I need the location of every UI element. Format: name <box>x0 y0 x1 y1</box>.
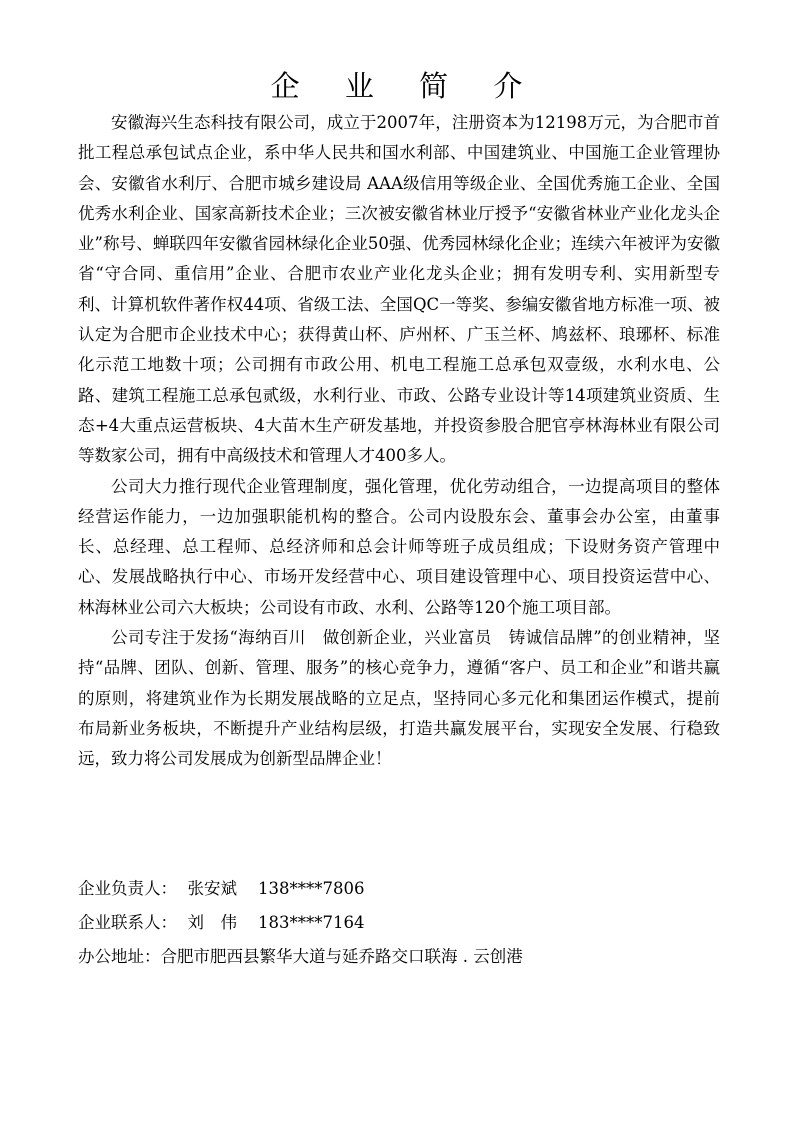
contact-liaison-line <box>78 906 720 940</box>
contact-person-name: 张安斌 <box>187 879 237 898</box>
contact-address-line <box>78 940 720 974</box>
contact-address-value: 合肥市肥西县繁华大道与延乔路交口联海 . 云创港 <box>160 947 523 966</box>
contact-person-label: 企业负责人： <box>78 879 177 898</box>
intro-body <box>78 108 720 775</box>
contact-liaison-phone: 183****7164 <box>257 913 365 932</box>
contact-liaison-label: 企业联系人： <box>78 913 177 932</box>
paragraph-company-overview: 安徽海兴生态科技有限公司，成立于2007年，注册资本为12198万元，为合肥市首批工程总承包试点企业，系中华人民共和国水利部、中国建筑业、中国施工企业管理协会、安徽省水利厅、合肥市城乡建设局 AAA级信用等级企业、全国优秀施工企业、全国优秀水利企业、国家高新技术企业；三次被安徽省林业厅授予“安徽省林业产业化龙头企业”称号、蝉联四年安徽省园林绿化企业50强、优秀园林绿化企业；连续六年被评为安徽省“守合同、重信用”企业、合肥市农业产业化龙头企业；拥有发明专利、实用新型专利、计算机软件著作权44项、省级工法、全国QC一等奖、参编安徽省地方标准一项、被认定为合肥市企业技术中心；获得黄山杯、庐州杯、广玉兰杯、鸠兹杯、琅琊杯、标准化示范工地数十项；公司拥有市政公用、机电工程施工总承包双壹级，水利水电、公路、建筑工程施工总承包贰级，水利行业、市政、公路专业设计等14项建筑业资质、生态+4大重点运营板块、4大苗木生产研发基地，并投资参股合肥官亭林海林业有限公司等数家公司，拥有中高级技术和管理人才400多人。 <box>78 113 720 466</box>
contact-person-line <box>78 872 720 906</box>
paragraph-management: 公司大力推行现代企业管理制度，强化管理，优化劳动组合，一边提高项目的整体经营运作能力，一边加强职能机构的整合。公司内设股东会、董事会办公室，由董事长、总经理、总工程师、总经济师和总会计师等班子成员组成；下设财务资产管理中心、发展战略执行中心、市场开发经营中心、项目建设管理中心、项目投资运营中心、林海林业公司六大板块；公司设有市政、水利、公路等120个施工项目部。 <box>78 476 720 617</box>
contact-person-phone: 138****7806 <box>257 879 365 898</box>
paragraph-philosophy: 公司专注于发扬“海纳百川 做创新企业，兴业富员 铸诚信品牌”的创业精神，坚持“品牌、团队、创新、管理、服务”的核心竞争力，遵循“客户、员工和企业”和谐共赢的原则，将建筑业作为长期发展战略的立足点，坚持同心多元化和集团运作模式，提前布局新业务板块，不断提升产业结构层级，打造共赢发展平台，实现安全发展、行稳致远，致力将公司发展成为创新型品牌企业！ <box>78 628 720 769</box>
page-title: 企 业 简 介 <box>270 69 541 103</box>
contact-address-label: 办公地址： <box>78 947 161 966</box>
contact-block <box>78 872 720 974</box>
contact-liaison-name: 刘 伟 <box>187 913 237 932</box>
